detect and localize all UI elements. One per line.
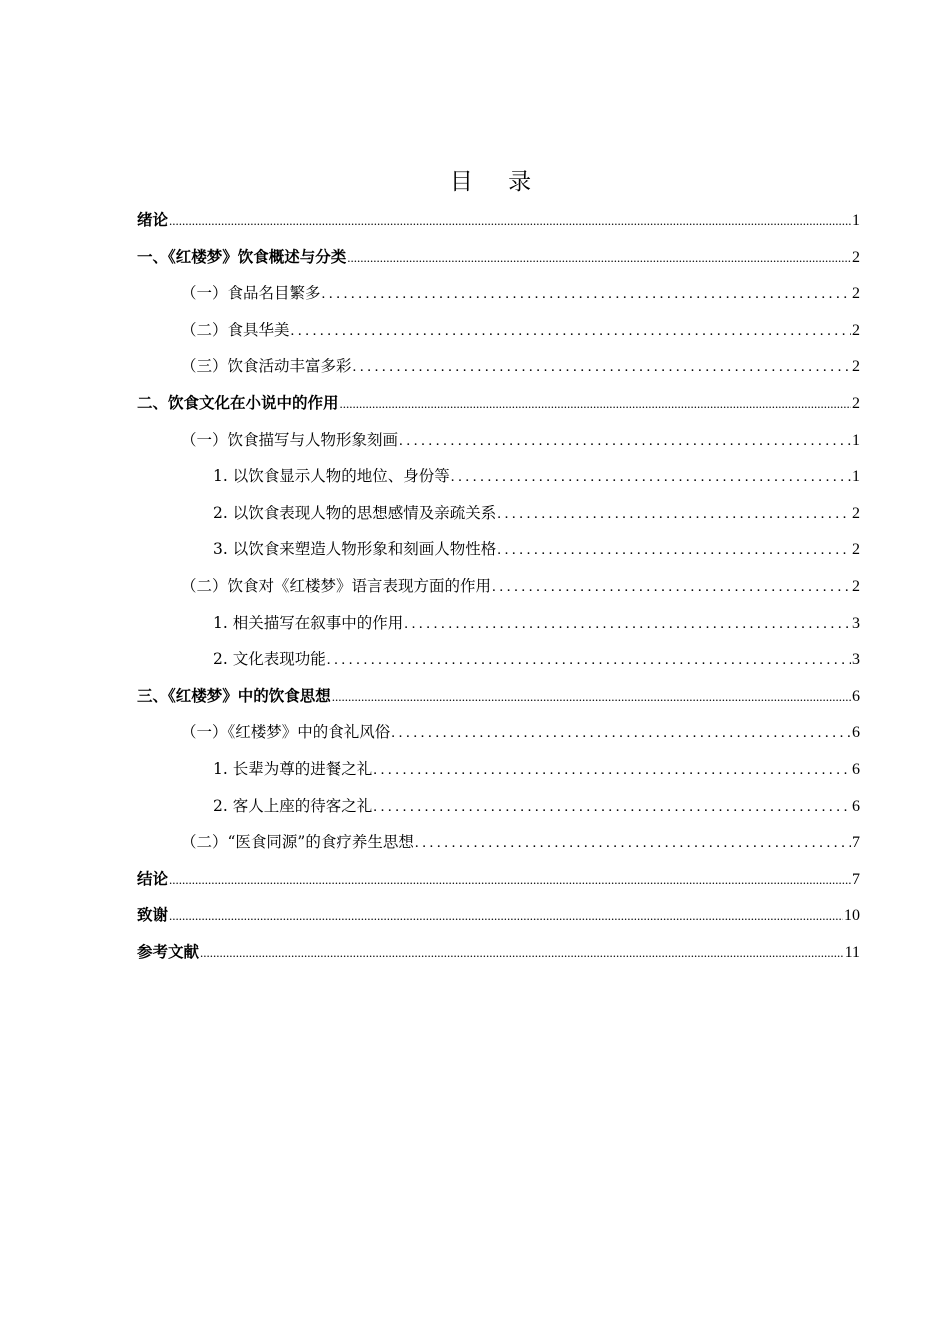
toc-entry[interactable]	[137, 751, 860, 788]
toc-page-number: 6	[852, 724, 860, 742]
toc-page-number: 2	[852, 394, 860, 412]
toc-dot-leader	[497, 496, 851, 532]
toc-entry-text: 绪论	[137, 211, 169, 229]
toc-page-number: 7	[852, 870, 860, 888]
toc-entry[interactable]	[137, 641, 860, 678]
toc-entry[interactable]	[137, 422, 860, 459]
toc-page-number: 6	[852, 797, 860, 815]
toc-dot-leader	[373, 789, 851, 825]
toc-entry[interactable]	[137, 458, 860, 495]
toc-entry[interactable]	[137, 861, 860, 898]
toc-page-number: 6	[852, 760, 860, 778]
toc-dot-leader	[200, 935, 844, 971]
toc-page-number: 1	[852, 431, 860, 449]
toc-dot-leader	[353, 349, 851, 385]
toc-page-number: 2	[852, 285, 860, 303]
toc-entry-text: 1. 以饮食显示人物的地位、身份等	[213, 467, 450, 486]
toc-page-number: 2	[852, 541, 860, 559]
toc-entry[interactable]	[137, 568, 860, 605]
toc-entry-text: （二）饮食对《红楼梦》语言表现方面的作用	[181, 576, 492, 595]
toc-entry[interactable]	[137, 788, 860, 825]
toc-dot-leader	[492, 569, 851, 605]
toc-entry[interactable]	[137, 605, 860, 642]
toc-entry[interactable]	[137, 934, 860, 971]
toc-entry[interactable]	[137, 678, 860, 715]
toc-entry-text: 1. 相关描写在叙事中的作用	[213, 613, 404, 632]
toc-entry[interactable]	[137, 531, 860, 568]
toc-entry[interactable]	[137, 824, 860, 861]
toc-dot-leader	[169, 898, 843, 934]
toc-entry-text: 3. 以饮食来塑造人物形象和刻画人物性格	[213, 540, 497, 559]
toc-dot-leader	[340, 386, 851, 422]
toc-entry[interactable]	[137, 348, 860, 385]
toc-entry-text: 一、《红楼梦》饮食概述与分类	[137, 247, 347, 266]
toc-entry[interactable]	[137, 275, 860, 312]
toc-entry-text: （一）饮食描写与人物形象刻画	[181, 430, 399, 449]
toc-dot-leader	[169, 862, 851, 898]
toc-entry-text: 二、饮食文化在小说中的作用	[137, 393, 339, 412]
toc-entry[interactable]	[137, 897, 860, 934]
toc-dot-leader	[327, 642, 851, 678]
toc-entry-text: 结论	[137, 869, 169, 888]
toc-entry[interactable]	[137, 714, 860, 751]
toc-entry[interactable]	[137, 385, 860, 422]
toc-page-number: 3	[852, 614, 860, 632]
toc-page-number: 2	[852, 358, 860, 376]
toc-dot-leader	[404, 606, 851, 642]
table-of-contents	[137, 202, 860, 970]
toc-dot-leader	[415, 825, 851, 861]
toc-dot-leader	[373, 752, 851, 788]
toc-entry-text: 2. 客人上座的待客之礼	[213, 796, 373, 815]
toc-page-number: 3	[852, 651, 860, 669]
toc-entry[interactable]	[137, 239, 860, 276]
toc-dot-leader	[322, 276, 851, 312]
toc-entry[interactable]	[137, 495, 860, 532]
toc-dot-leader	[347, 240, 851, 276]
toc-entry-text: 2. 以饮食表现人物的思想感情及亲疏关系	[213, 503, 497, 522]
toc-dot-leader	[291, 313, 851, 349]
toc-dot-leader	[399, 423, 851, 459]
toc-page-number: 1	[852, 468, 860, 486]
toc-entry-text: （二）“医食同源”的食疗养生思想	[181, 833, 414, 852]
toc-entry[interactable]	[137, 202, 860, 239]
toc-dot-leader	[169, 203, 851, 239]
toc-entry-text: （一）《红楼梦》中的食礼风俗	[181, 723, 391, 742]
toc-entry[interactable]	[137, 312, 860, 349]
toc-page-number: 1	[852, 212, 860, 229]
toc-page-number: 2	[852, 577, 860, 595]
toc-entry-text: 三、《红楼梦》中的饮食思想	[137, 686, 331, 705]
toc-entry-text: （一）食品名目繁多	[181, 284, 321, 303]
toc-entry-text: 致谢	[137, 906, 169, 925]
toc-entry-text: （三）饮食活动丰富多彩	[181, 357, 352, 376]
toc-title: 目 录	[449, 169, 546, 195]
toc-page-number: 11	[844, 943, 860, 961]
toc-entry-text: 1. 长辈为尊的进餐之礼	[213, 759, 373, 778]
toc-dot-leader	[451, 459, 851, 495]
toc-entry-text: 2. 文化表现功能	[213, 650, 326, 669]
toc-entry-text: 参考文献	[137, 942, 200, 961]
toc-page-number: 6	[852, 687, 860, 705]
toc-page-number: 2	[852, 321, 860, 339]
toc-page-number: 2	[852, 248, 860, 266]
toc-page-number: 10	[844, 907, 860, 925]
toc-dot-leader	[497, 532, 851, 568]
toc-dot-leader	[332, 679, 851, 715]
toc-dot-leader	[391, 715, 851, 751]
toc-page-number: 2	[852, 504, 860, 522]
toc-entry-text: （二）食具华美	[181, 320, 290, 339]
toc-page-number: 7	[852, 834, 860, 852]
